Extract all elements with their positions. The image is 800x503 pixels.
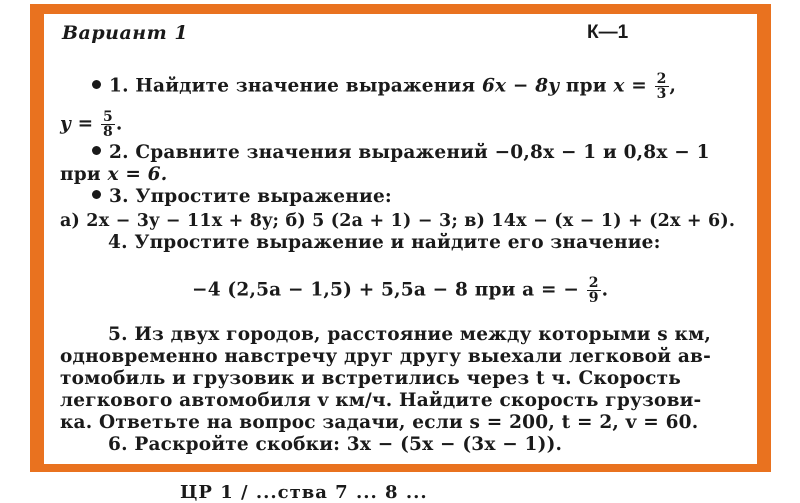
fraction-x: $\frac{2}{3}$ — [656, 71, 667, 102]
task-3-line-1: 3. Упростите выражение: — [92, 186, 392, 208]
test-code: К—1 — [587, 22, 629, 43]
task-5-line-4: легкового автомобиля v км/ч. Найдите скорость грузови- — [60, 390, 702, 411]
variant-title: Вариант 1 — [62, 22, 189, 44]
fraction-y: $\frac{5}{8}$ — [102, 109, 113, 140]
task-1-line-2: y = $\frac{5}{8}$ . — [60, 109, 123, 140]
task-5-line-1: 5. Из двух городов, расстояние между которыми s км, — [108, 324, 712, 345]
bullet-icon — [92, 190, 101, 199]
task-3-line-2: а) 2x − 3y − 11x + 8y; б) 5 (2a + 1) − 3; в) 14x − (x − 1) + (2x + 6). — [60, 211, 736, 231]
task-5-line-5: ка. Ответьте на вопрос задачи, если s = 200, t = 2, v = 60. — [60, 412, 699, 433]
task-4-line-1: 4. Упростите выражение и найдите его значение: — [108, 232, 661, 253]
task-1-line-1: 1. Найдите значение выражения 6x − 8y при x = $\frac{2}{3}$ , — [92, 72, 676, 101]
bullet-icon — [92, 80, 101, 89]
cut-off-text: ЦР 1 / ...ства 7 ... 8 ... — [180, 482, 428, 503]
worksheet — [44, 14, 757, 464]
task-2-line-1: 2. Сравните значения выражений −0,8x − 1 и 0,8x − 1 — [92, 142, 710, 164]
task-5-line-3: томобиль и грузовик и встретились через t ч. Скорость — [60, 368, 682, 389]
task-4-expression: −4 (2,5a − 1,5) + 5,5a − 8 при a = − $\frac{2}{9}$ . — [192, 275, 609, 306]
bullet-icon — [92, 146, 101, 155]
fraction-a: $\frac{2}{9}$ — [588, 275, 599, 306]
task-2-line-2: при x = 6. — [60, 164, 168, 185]
task-6-line: 6. Раскройте скобки: 3x − (5x − (3x − 1)). — [108, 434, 563, 455]
task-5-line-2: одновременно навстречу друг другу выехали легковой ав- — [60, 346, 711, 367]
